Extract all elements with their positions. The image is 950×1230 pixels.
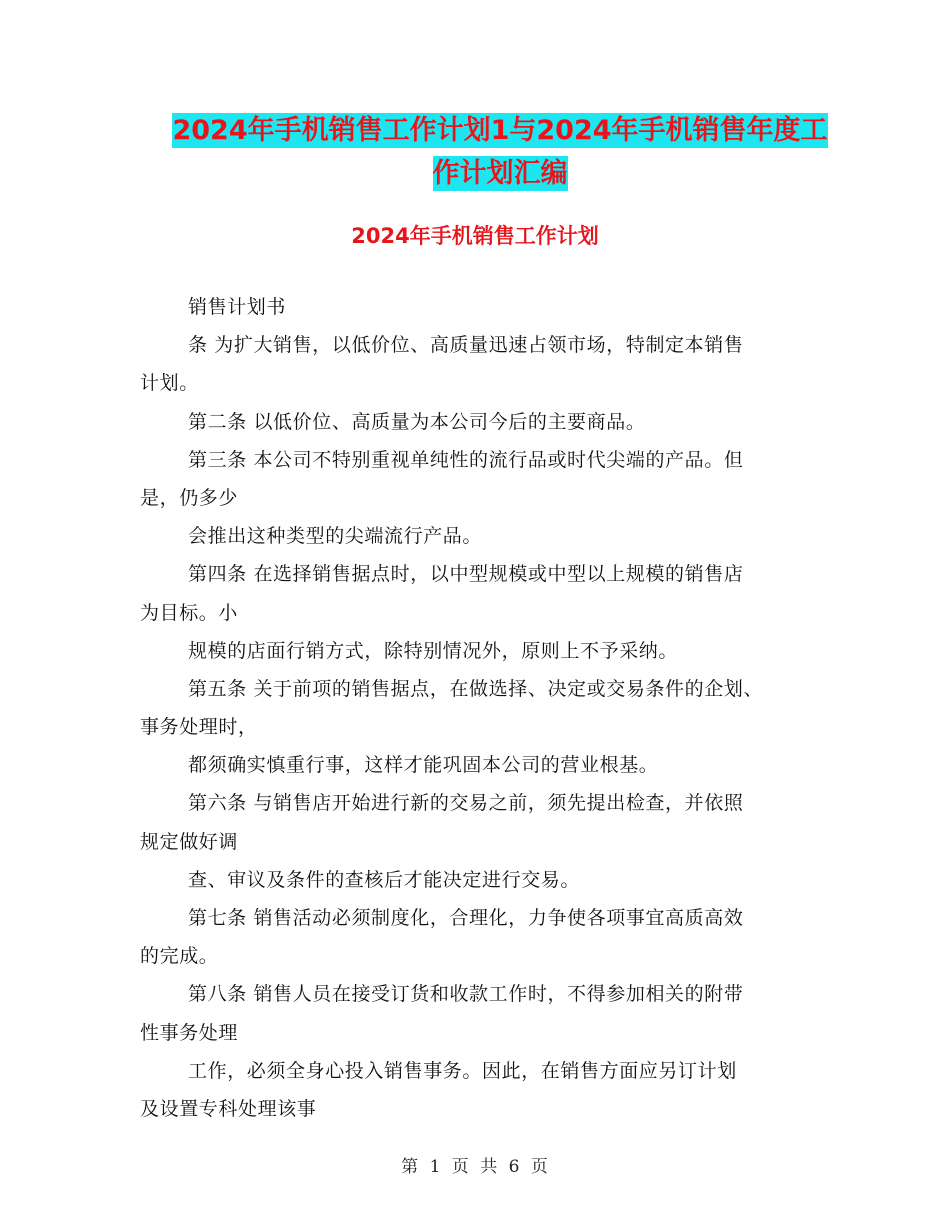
body-line: 计划。 xyxy=(140,372,199,395)
body-line: 销售计划书 xyxy=(188,296,287,318)
page-footer xyxy=(0,1152,950,1177)
title-highlight-1: 2024年手机销售工作计划1与2024年手机销售年度工 xyxy=(172,115,828,146)
body-line: 第八条 销售人员在接受订货和收款工作时，不得参加相关的附带 xyxy=(188,983,744,1006)
section-heading: 2024年手机销售工作计划 xyxy=(351,224,599,248)
body-line: 为目标。小 xyxy=(140,601,239,624)
body-line: 性事务处理 xyxy=(140,1021,239,1044)
footer-current-page: 1 xyxy=(429,1157,442,1177)
body-line: 第六条 与销售店开始进行新的交易之前，须先提出检查，并依照 xyxy=(188,792,744,815)
document-title-line-1 xyxy=(140,108,860,154)
body-line: 会推出这种类型的尖端流行产品。 xyxy=(188,525,483,548)
body-line: 及设置专科处理该事 xyxy=(140,1097,317,1120)
body-line: 条 为扩大销售，以低价位、高质量迅速占领市场，特制定本销售 xyxy=(188,334,744,357)
body-line: 都须确实慎重行事，这样才能巩固本公司的营业根基。 xyxy=(188,754,659,777)
body-line: 第二条 以低价位、高质量为本公司今后的主要商品。 xyxy=(188,410,646,433)
title-highlight-2: 作计划汇编 xyxy=(432,158,568,189)
body-line: 是，仍多少 xyxy=(140,486,239,509)
footer-total-word: 共 xyxy=(480,1157,499,1177)
body-line: 第三条 本公司不特别重视单纯性的流行品或时代尖端的产品。但 xyxy=(188,448,744,471)
footer-page-word: 页 xyxy=(451,1157,470,1177)
body-line: 第五条 关于前项的销售据点，在做选择、决定或交易条件的企划、 xyxy=(188,677,764,700)
body-line: 的完成。 xyxy=(140,945,219,968)
document-title-line-2 xyxy=(140,151,860,197)
body-line: 查、审议及条件的查核后才能决定进行交易。 xyxy=(188,868,581,891)
body-line: 第七条 销售活动必须制度化，合理化，力争使各项事宜高质高效 xyxy=(188,907,744,929)
footer-suffix: 页 xyxy=(530,1157,549,1177)
body-line: 规模的店面行销方式，除特别情况外，原则上不予采纳。 xyxy=(188,639,679,662)
footer-prefix: 第 xyxy=(401,1157,420,1177)
body-line: 第四条 在选择销售据点时，以中型规模或中型以上规模的销售店 xyxy=(188,563,744,586)
footer-total-pages: 6 xyxy=(508,1157,521,1177)
document-body xyxy=(140,288,820,1128)
body-line: 工作，必须全身心投入销售事务。因此，在销售方面应另订计划 xyxy=(188,1059,737,1082)
body-line: 规定做好调 xyxy=(140,830,239,853)
body-line: 事务处理时， xyxy=(140,716,258,739)
